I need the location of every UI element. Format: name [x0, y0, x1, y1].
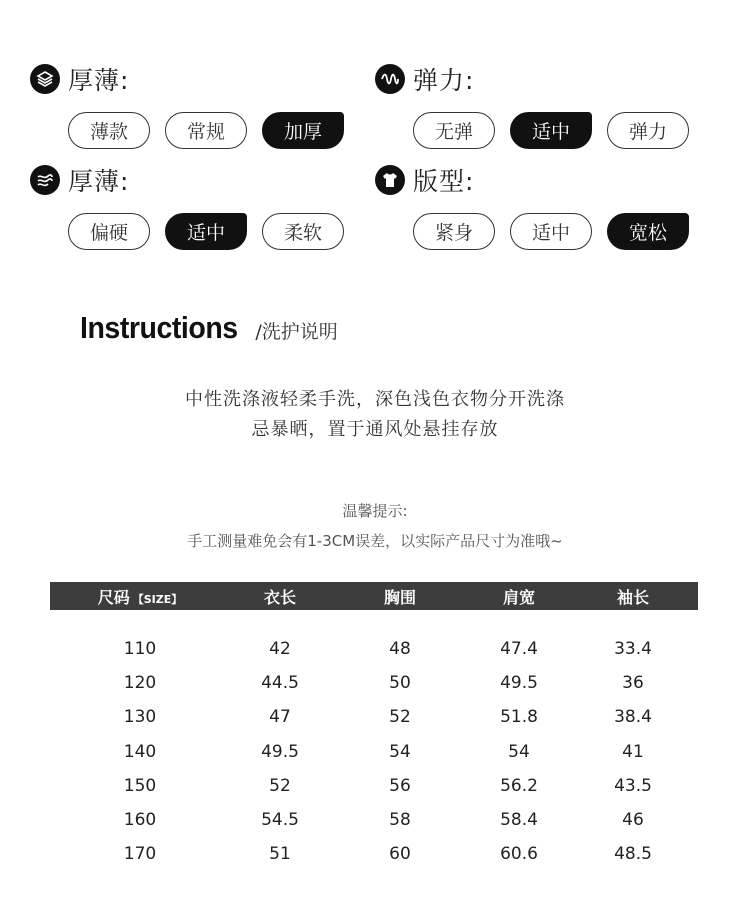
option-stretch[interactable]: 弹力 [607, 112, 689, 149]
cell: 51 [269, 844, 291, 865]
attribute-label: 弹力: [413, 66, 475, 95]
table-row [50, 769, 698, 803]
header-chest: 胸围 [383, 587, 416, 607]
cell: 52 [389, 707, 411, 728]
instructions-heading [80, 310, 338, 346]
table-row [50, 837, 698, 871]
size-tag: 【SIZE】 [132, 592, 183, 606]
stretch-wave-icon [375, 64, 405, 94]
option-medium[interactable]: 适中 [510, 213, 592, 250]
cell: 49.5 [500, 673, 538, 694]
cell: 43.5 [614, 775, 652, 796]
cell: 46 [622, 810, 644, 831]
tip-text: 手工测量难免会有1-3CM误差，以实际产品尺寸为准哦~ [187, 532, 563, 550]
cell: 160 [123, 810, 157, 831]
cell: 36 [622, 673, 644, 694]
table-row [50, 666, 698, 700]
cell: 140 [123, 741, 157, 762]
cell: 170 [123, 844, 157, 865]
fit-options [413, 213, 704, 250]
table-row [50, 803, 698, 837]
option-no-stretch[interactable]: 无弹 [413, 112, 495, 149]
cell: 58.4 [500, 810, 538, 831]
instructions-title: Instructions [80, 310, 238, 345]
option-stiff[interactable]: 偏硬 [68, 213, 150, 250]
cell: 48.5 [614, 844, 652, 865]
cell: 38.4 [614, 707, 652, 728]
fit-attribute [375, 164, 474, 196]
table-header [50, 582, 698, 610]
wind-fabric-icon [30, 165, 60, 195]
option-medium-selected[interactable]: 适中 [165, 213, 247, 250]
cell: 110 [123, 639, 157, 660]
cell: 130 [123, 707, 157, 728]
option-slim[interactable]: 紧身 [413, 213, 495, 250]
cell: 56 [389, 775, 411, 796]
tshirt-icon [375, 165, 405, 195]
cell: 60 [389, 844, 411, 865]
header-sleeve: 袖长 [616, 587, 649, 607]
table-body [50, 632, 698, 871]
thickness-options [68, 112, 359, 149]
instructions-subtitle: /洗护说明 [255, 321, 338, 343]
cell: 47.4 [500, 639, 538, 660]
cell: 60.6 [500, 844, 538, 865]
layers-icon [30, 64, 60, 94]
option-thin[interactable]: 薄款 [68, 112, 150, 149]
cell: 51.8 [500, 707, 538, 728]
cell: 56.2 [500, 775, 538, 796]
attribute-label: 厚薄: [68, 167, 130, 196]
cell: 41 [622, 741, 644, 762]
softness-attribute [30, 164, 129, 196]
option-thick-selected[interactable]: 加厚 [262, 112, 344, 149]
cell: 50 [389, 673, 411, 694]
cell: 47 [269, 707, 291, 728]
cell: 48 [389, 639, 411, 660]
cell: 54 [508, 741, 530, 762]
option-medium-selected[interactable]: 适中 [510, 112, 592, 149]
header-shoulder: 肩宽 [502, 587, 535, 607]
cell: 42 [269, 639, 291, 660]
cell: 49.5 [261, 741, 299, 762]
option-loose-selected[interactable]: 宽松 [607, 213, 689, 250]
thickness-attribute [30, 63, 129, 95]
table-row [50, 632, 698, 666]
cell: 52 [269, 775, 291, 796]
cell: 33.4 [614, 639, 652, 660]
cell: 58 [389, 810, 411, 831]
cell: 120 [123, 673, 157, 694]
cell: 54.5 [261, 810, 299, 831]
table-row [50, 735, 698, 769]
care-line-1: 中性洗涤液轻柔手洗，深色浅色衣物分开洗涤 [185, 389, 565, 410]
softness-options [68, 213, 359, 250]
option-regular[interactable]: 常规 [165, 112, 247, 149]
table-row [50, 700, 698, 734]
attribute-label: 版型: [413, 167, 475, 196]
attribute-label: 厚薄: [68, 66, 130, 95]
elasticity-options [413, 112, 704, 149]
size-table [50, 582, 698, 871]
header-length: 衣长 [263, 587, 296, 607]
cell: 44.5 [261, 673, 299, 694]
care-line-2: 忌暴晒，置于通风处悬挂存放 [251, 419, 499, 440]
elasticity-attribute [375, 63, 474, 95]
header-size: 尺码 【SIZE】 [97, 587, 183, 607]
tip-title: 温馨提示: [342, 502, 408, 520]
cell: 54 [389, 741, 411, 762]
cell: 150 [123, 775, 157, 796]
option-soft[interactable]: 柔软 [262, 213, 344, 250]
